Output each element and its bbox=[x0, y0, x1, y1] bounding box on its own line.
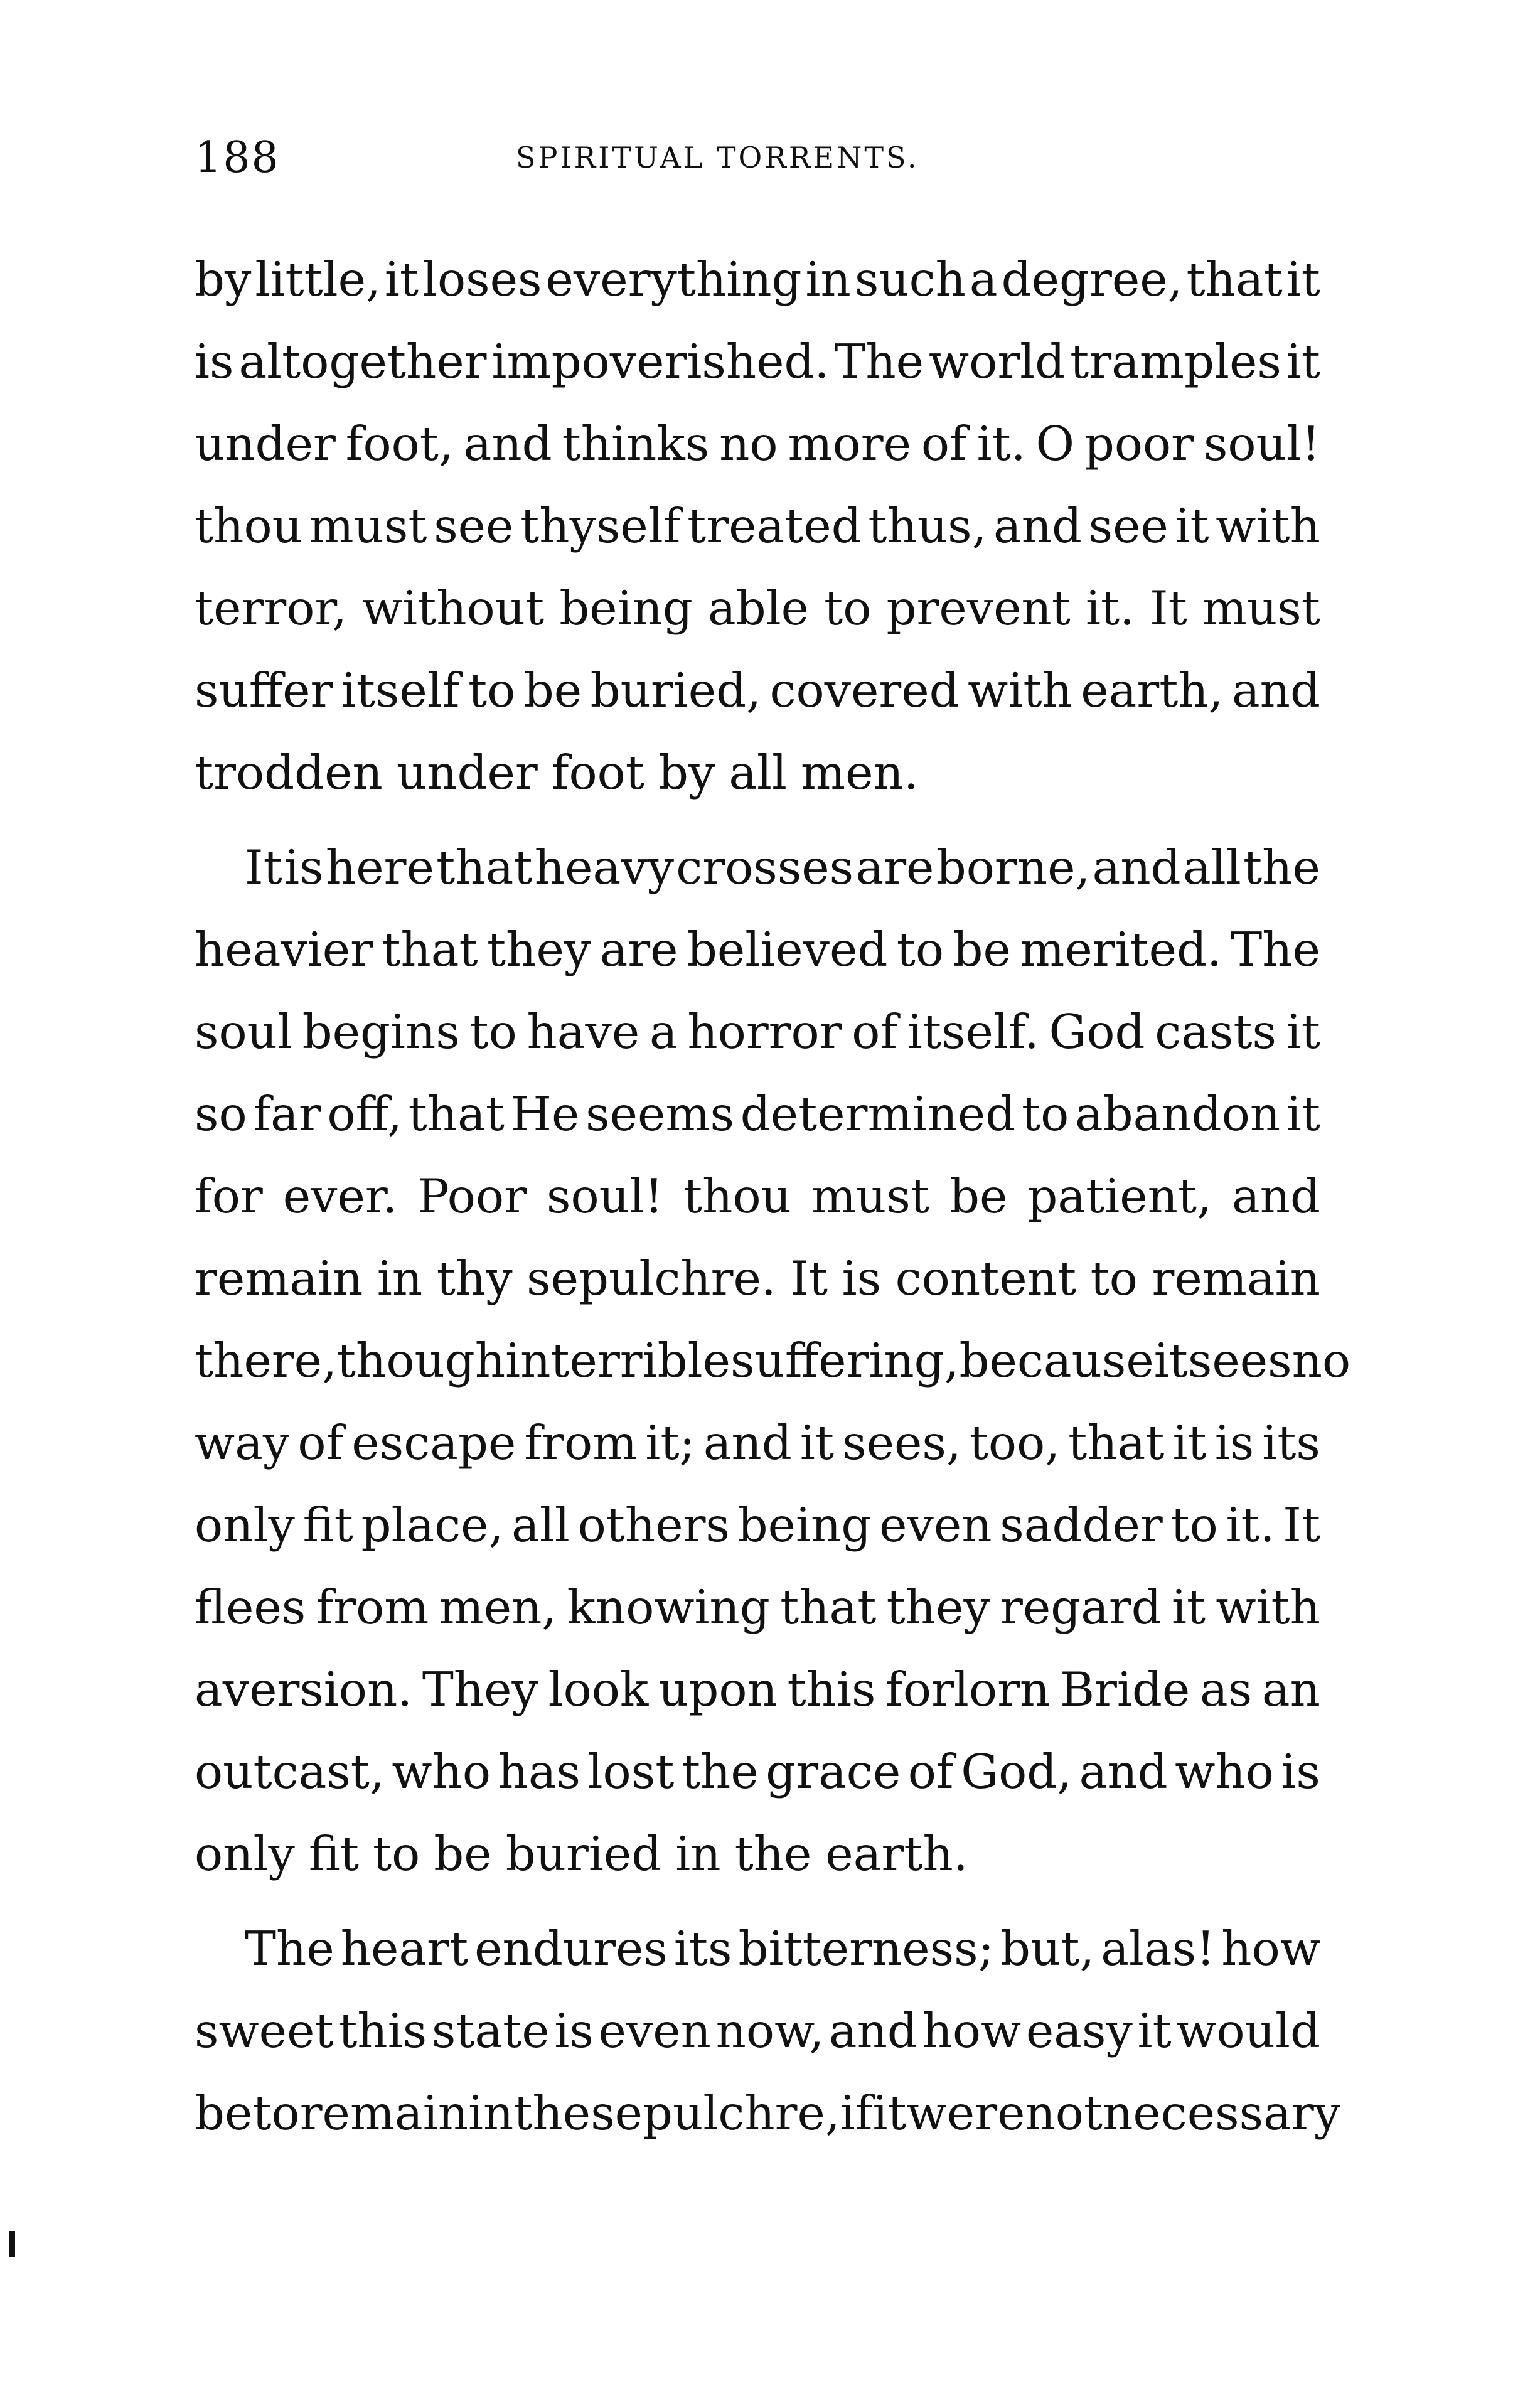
word: such bbox=[854, 252, 966, 307]
word: of bbox=[921, 416, 967, 471]
word: that bbox=[382, 922, 478, 977]
word: be bbox=[523, 663, 582, 718]
word: determined bbox=[740, 1086, 1016, 1142]
word: terror, bbox=[195, 580, 347, 636]
word: with bbox=[968, 663, 1072, 718]
word: it bbox=[1286, 1086, 1320, 1142]
text-line bbox=[195, 1073, 1320, 1155]
word: the bbox=[513, 2085, 591, 2141]
word: endures bbox=[474, 1921, 668, 1976]
text-line bbox=[195, 1402, 1320, 1484]
word: be bbox=[434, 1826, 492, 1881]
word: its bbox=[673, 1921, 732, 1976]
word: sepulchre. bbox=[527, 1251, 776, 1306]
word: It bbox=[790, 1251, 828, 1306]
word: It bbox=[1283, 1497, 1320, 1553]
word: with bbox=[1216, 1580, 1320, 1635]
word: seems bbox=[586, 1086, 734, 1142]
word: all bbox=[1183, 840, 1241, 895]
word: is bbox=[195, 334, 234, 389]
word: outcast, bbox=[195, 1744, 385, 1799]
word: all bbox=[511, 1497, 570, 1553]
word: to bbox=[1021, 1086, 1069, 1142]
word: poor bbox=[1084, 416, 1194, 471]
word: that bbox=[780, 1580, 877, 1635]
word: heart bbox=[340, 1921, 469, 1976]
word: alas! bbox=[1101, 1921, 1216, 1976]
word: remain bbox=[1152, 1251, 1320, 1306]
word: sees, bbox=[842, 1415, 961, 1470]
word: it bbox=[1175, 498, 1209, 554]
word: are bbox=[599, 922, 678, 977]
word: men, bbox=[439, 1580, 557, 1635]
word: trodden bbox=[195, 745, 383, 800]
word: must bbox=[309, 498, 427, 554]
word: and bbox=[1092, 840, 1181, 895]
word: even bbox=[598, 2003, 711, 2058]
word: foot, bbox=[345, 416, 454, 471]
word: the bbox=[734, 1826, 812, 1881]
word: it. bbox=[976, 416, 1026, 471]
word: believed bbox=[687, 922, 888, 977]
word: merited. bbox=[1020, 922, 1222, 977]
word: regard bbox=[1000, 1580, 1162, 1635]
word: it bbox=[799, 1415, 835, 1470]
word: easy bbox=[1025, 2003, 1133, 2058]
word: thinks bbox=[562, 416, 710, 471]
word: that bbox=[436, 840, 533, 895]
text-line bbox=[195, 1649, 1320, 1731]
word: a bbox=[649, 1004, 678, 1059]
word: place, bbox=[361, 1497, 504, 1553]
text-line bbox=[195, 2072, 1341, 2154]
word: covered bbox=[769, 663, 960, 718]
word: crosses bbox=[676, 840, 854, 895]
text-line bbox=[195, 650, 1320, 732]
text-line bbox=[195, 1908, 1320, 1990]
running-title: SPIRITUAL TORRENTS. bbox=[516, 141, 919, 174]
word: it. bbox=[1086, 580, 1135, 636]
word: tramples bbox=[1070, 334, 1281, 389]
word: by bbox=[195, 252, 252, 307]
word: foot bbox=[551, 745, 644, 800]
word: be bbox=[953, 922, 1011, 977]
word: is bbox=[1281, 1744, 1320, 1799]
word: casts bbox=[1155, 1004, 1277, 1059]
text-line bbox=[195, 826, 1320, 909]
word: it bbox=[1137, 2003, 1172, 2058]
text-line bbox=[195, 991, 1320, 1073]
running-head bbox=[195, 133, 1320, 183]
word: itself. bbox=[907, 1004, 1039, 1059]
word: and bbox=[993, 498, 1083, 554]
text-line bbox=[195, 321, 1320, 403]
word: it bbox=[1172, 1580, 1206, 1635]
text-line bbox=[195, 1238, 1320, 1320]
word: be bbox=[949, 1169, 1008, 1224]
word: earth. bbox=[825, 1826, 968, 1881]
paragraph-2 bbox=[195, 826, 1351, 1895]
word: to bbox=[252, 2085, 300, 2141]
word: The bbox=[1231, 922, 1320, 977]
word: and bbox=[1231, 1169, 1320, 1224]
word: able bbox=[707, 580, 810, 636]
word: see bbox=[1088, 498, 1168, 554]
word: thy bbox=[436, 1251, 513, 1306]
word: content bbox=[895, 1251, 1077, 1306]
word: remain bbox=[195, 1251, 363, 1306]
page-number: 188 bbox=[195, 133, 280, 183]
word: but, bbox=[1000, 1921, 1095, 1976]
word: to bbox=[1170, 1497, 1218, 1553]
word: and bbox=[1079, 1744, 1168, 1799]
word: sadder bbox=[1000, 1497, 1163, 1553]
word: of bbox=[297, 1415, 344, 1470]
word: far bbox=[253, 1086, 321, 1142]
word: it bbox=[872, 2085, 907, 2141]
word: if bbox=[840, 2085, 873, 2141]
word: to bbox=[373, 1826, 420, 1881]
word: O bbox=[1035, 416, 1074, 471]
word: It bbox=[1150, 580, 1187, 636]
word: is bbox=[284, 840, 324, 895]
word: how bbox=[922, 2003, 1022, 2058]
word: all bbox=[729, 745, 788, 800]
word: who bbox=[1175, 1744, 1274, 1799]
word: soul! bbox=[1203, 416, 1320, 471]
word: only bbox=[195, 1497, 295, 1553]
word: abandon bbox=[1074, 1086, 1281, 1142]
text-line bbox=[195, 1731, 1320, 1813]
text-line bbox=[195, 238, 1320, 321]
word: prevent bbox=[886, 580, 1071, 636]
word: the bbox=[681, 1744, 759, 1799]
word: lost bbox=[587, 1744, 675, 1799]
word: under bbox=[195, 416, 336, 471]
word: thou bbox=[683, 1169, 791, 1224]
word: God bbox=[1049, 1004, 1145, 1059]
text-line bbox=[195, 1320, 1351, 1402]
word: being bbox=[737, 1497, 872, 1553]
word: look bbox=[548, 1662, 649, 1717]
word: here bbox=[325, 840, 434, 895]
text-line bbox=[195, 909, 1320, 991]
word: men. bbox=[801, 745, 919, 800]
word: others bbox=[577, 1497, 730, 1553]
word: thyself bbox=[520, 498, 681, 554]
word: everything bbox=[545, 252, 802, 307]
word: were bbox=[906, 2085, 1025, 2141]
word: altogether bbox=[238, 334, 487, 389]
word: and bbox=[463, 416, 552, 471]
word: it bbox=[1286, 252, 1320, 307]
word: God, bbox=[961, 1744, 1072, 1799]
word: thus, bbox=[868, 498, 987, 554]
word: so bbox=[195, 1086, 247, 1142]
word: and bbox=[703, 1415, 792, 1470]
word: have bbox=[527, 1004, 640, 1059]
word: who bbox=[392, 1744, 491, 1799]
word: knowing bbox=[567, 1580, 770, 1635]
word: being bbox=[559, 580, 693, 636]
word: The bbox=[834, 334, 924, 389]
word: world bbox=[928, 334, 1066, 389]
word: Bride bbox=[1059, 1662, 1190, 1717]
word: They bbox=[422, 1662, 538, 1717]
word: to bbox=[1090, 1251, 1138, 1306]
word: are bbox=[855, 840, 934, 895]
word: be bbox=[195, 2085, 253, 2141]
text-line bbox=[195, 403, 1320, 485]
word: even bbox=[879, 1497, 992, 1553]
word: soul bbox=[195, 1004, 292, 1059]
word: that bbox=[1068, 1415, 1165, 1470]
word: without bbox=[361, 580, 545, 636]
word: sweet bbox=[195, 2003, 334, 2058]
word: impoverished. bbox=[491, 334, 830, 389]
word: grace bbox=[766, 1744, 901, 1799]
word: has bbox=[498, 1744, 581, 1799]
word: would bbox=[1176, 2003, 1320, 2058]
word: buried, bbox=[590, 663, 762, 718]
word: is bbox=[554, 2003, 594, 2058]
text-line bbox=[195, 1566, 1320, 1649]
word: in bbox=[468, 2085, 514, 2141]
word: little, bbox=[255, 252, 381, 307]
word: for bbox=[195, 1169, 263, 1224]
word: with bbox=[1216, 498, 1320, 554]
word: to bbox=[468, 663, 516, 718]
word: state bbox=[431, 2003, 550, 2058]
word: this bbox=[338, 2003, 427, 2058]
word: they bbox=[886, 1580, 990, 1635]
word: sees bbox=[1187, 1333, 1292, 1388]
word: it bbox=[1172, 1415, 1207, 1470]
word: necessary bbox=[1103, 2085, 1341, 2141]
word: suffering, bbox=[730, 1333, 960, 1388]
word: a bbox=[969, 252, 998, 307]
word: not bbox=[1025, 2085, 1103, 2141]
word: treated bbox=[687, 498, 862, 554]
word: suffer bbox=[195, 663, 333, 718]
word: no bbox=[719, 416, 778, 471]
body-text bbox=[195, 238, 1351, 2154]
word: remain bbox=[299, 2085, 469, 2141]
word: horror bbox=[687, 1004, 842, 1059]
word: that bbox=[408, 1086, 505, 1142]
word: the bbox=[1243, 840, 1320, 895]
scan-artifact-mark bbox=[9, 2231, 15, 2257]
paragraph-3 bbox=[195, 1908, 1341, 2154]
word: begins bbox=[302, 1004, 460, 1059]
word: it bbox=[1286, 1004, 1320, 1059]
word: to bbox=[469, 1004, 517, 1059]
word: its bbox=[1262, 1415, 1320, 1470]
text-line bbox=[195, 485, 1320, 567]
word: as bbox=[1200, 1662, 1253, 1717]
word: in bbox=[805, 252, 851, 307]
word: degree, bbox=[1001, 252, 1183, 307]
word: from bbox=[524, 1415, 638, 1470]
word: it bbox=[1153, 1333, 1188, 1388]
word: it. bbox=[1226, 1497, 1275, 1553]
word: escape bbox=[351, 1415, 516, 1470]
word: they bbox=[487, 922, 591, 977]
word: itself bbox=[341, 663, 460, 718]
word: heavy bbox=[534, 840, 674, 895]
word: it bbox=[384, 252, 419, 307]
word: more bbox=[788, 416, 911, 471]
word: bitterness; bbox=[738, 1921, 994, 1976]
word: soul! bbox=[546, 1169, 664, 1224]
word: borne, bbox=[936, 840, 1091, 895]
word: heavier bbox=[195, 922, 373, 977]
paragraph-1 bbox=[195, 238, 1320, 814]
word: is bbox=[1214, 1415, 1254, 1470]
paragraph-gap bbox=[195, 814, 1320, 826]
word: this bbox=[787, 1662, 876, 1717]
word: He bbox=[510, 1086, 580, 1142]
word: upon bbox=[658, 1662, 778, 1717]
word: aversion. bbox=[195, 1662, 413, 1717]
word: ever. bbox=[282, 1169, 398, 1224]
word: The bbox=[245, 1921, 334, 1976]
word: terrible bbox=[550, 1333, 731, 1388]
text-line bbox=[195, 1484, 1320, 1566]
text-line bbox=[195, 1155, 1320, 1238]
text-line bbox=[195, 567, 1320, 650]
text-line bbox=[195, 1990, 1320, 2072]
word: how bbox=[1221, 1921, 1320, 1976]
word: it; bbox=[645, 1415, 695, 1470]
word: Poor bbox=[417, 1169, 527, 1224]
word: patient, bbox=[1027, 1169, 1212, 1224]
word: of bbox=[852, 1004, 898, 1059]
word: and bbox=[828, 2003, 917, 2058]
word: fit bbox=[302, 1497, 353, 1553]
text-line bbox=[195, 732, 1320, 814]
word: must bbox=[811, 1169, 929, 1224]
word: is bbox=[842, 1251, 882, 1306]
word: that bbox=[1186, 252, 1283, 307]
word: because bbox=[959, 1333, 1154, 1388]
word: too, bbox=[969, 1415, 1061, 1470]
word: by bbox=[658, 745, 715, 800]
word: forlorn bbox=[885, 1662, 1051, 1717]
word: in bbox=[675, 1826, 721, 1881]
word: see bbox=[434, 498, 514, 554]
word: way bbox=[195, 1415, 290, 1470]
word: an bbox=[1261, 1662, 1320, 1717]
word: buried bbox=[505, 1826, 662, 1881]
word: must bbox=[1202, 580, 1320, 636]
paragraph-gap bbox=[195, 1895, 1320, 1908]
word: from bbox=[316, 1580, 429, 1635]
word: of bbox=[907, 1744, 954, 1799]
word: loses bbox=[422, 252, 542, 307]
word: under bbox=[396, 745, 538, 800]
text-line bbox=[195, 1813, 1320, 1895]
word: though bbox=[336, 1333, 506, 1388]
word: now, bbox=[715, 2003, 825, 2058]
word: earth, bbox=[1081, 663, 1224, 718]
word: flees bbox=[195, 1580, 306, 1635]
word: only bbox=[195, 1826, 295, 1881]
word: in bbox=[377, 1251, 423, 1306]
word: to bbox=[896, 922, 944, 977]
word: It bbox=[245, 840, 282, 895]
word: thou bbox=[195, 498, 302, 554]
word: sepulchre, bbox=[591, 2085, 840, 2141]
word: it bbox=[1286, 334, 1320, 389]
word: to bbox=[824, 580, 872, 636]
word: off, bbox=[327, 1086, 402, 1142]
word: and bbox=[1231, 663, 1320, 718]
word: in bbox=[505, 1333, 551, 1388]
word: fit bbox=[308, 1826, 359, 1881]
word: there, bbox=[195, 1333, 337, 1388]
word: no bbox=[1291, 1333, 1351, 1388]
